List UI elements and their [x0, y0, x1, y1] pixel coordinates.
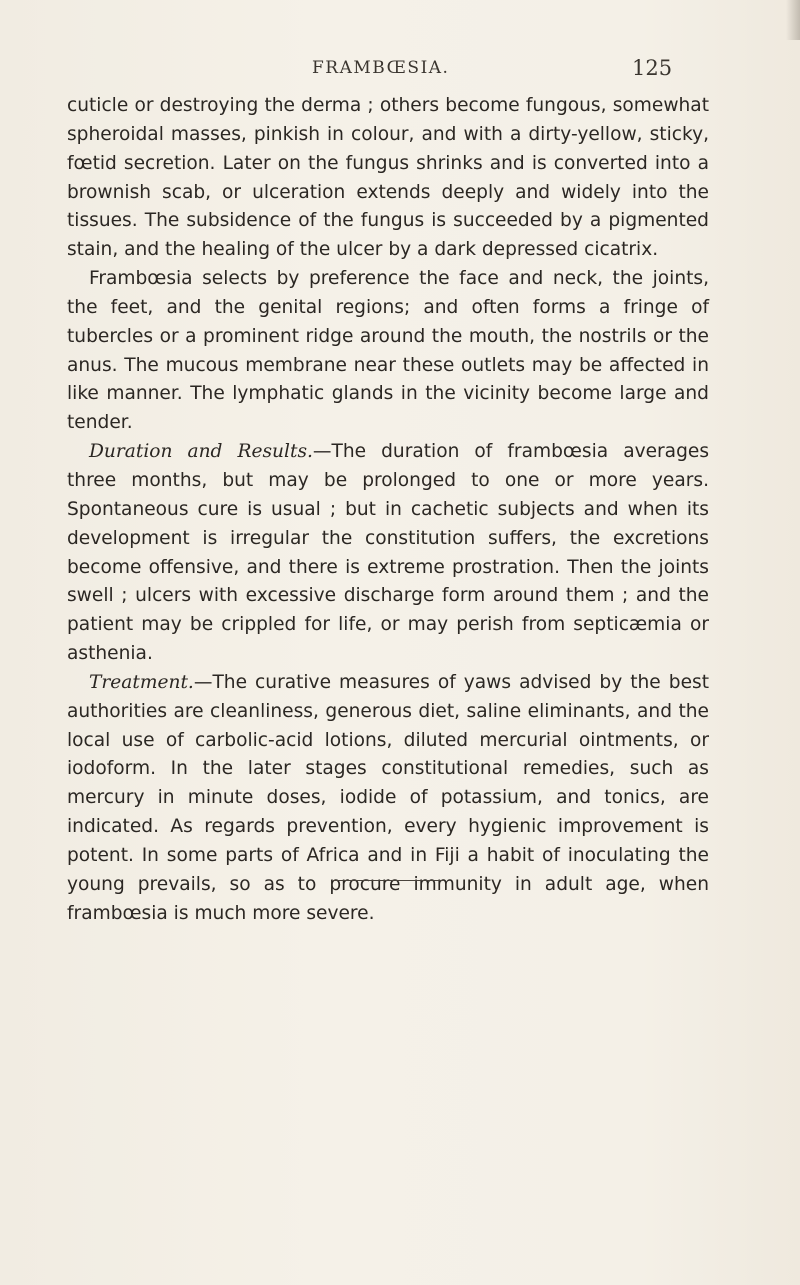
page-edge-shadow	[786, 0, 800, 40]
paragraph-continuation: cuticle or destroying the derma ; others become fungous, somewhat spheroidal masses, pinkish in colour, and with a dirty-yellow, sticky, fœtid secretion. Later on the fungus shrinks and is converted into a brownish scab, or ulceration extends deeply and widely into the tissues. The subsidence of the fungus is succeeded by a pigmented stain, and the healing of the ulcer by a dark depressed cicatrix.	[67, 95, 709, 261]
section-heading-treatment: Treatment.	[89, 671, 194, 693]
paragraph-distribution: Frambœsia selects by preference the face and neck, the joints, the feet, and the genital regions; and often forms a fringe of tubercles or a prominent ridge around the mouth, the nostrils or the anus. The mucous membrane near these outlets may be affected in like manner. The lymphatic glands in the vicinity become large and tender.	[67, 268, 709, 434]
page-number: 125	[632, 56, 673, 80]
running-title: FRAMBŒSIA.	[312, 58, 450, 78]
paragraph-treatment	[67, 669, 709, 929]
running-head	[0, 58, 800, 84]
paragraph-treatment-text: —The curative measures of yaws advised by the best authorities are cleanliness, generous diet, saline eliminants, and the local use of carbolic-acid lotions, diluted mercurial ointments, or iodoform. In the later stages constitutional remedies, such as mercury in minute doses, iodide of potassium, and tonics, are indicated. As regards prevention, every hygienic improvement is potent. In some parts of Africa and in Fiji a habit of inoculating the young prevails, so as to procure immunity in adult age, when frambœsia is much more severe.	[67, 671, 709, 924]
section-heading-duration: Duration and Results.	[89, 441, 313, 463]
body-text	[67, 92, 709, 928]
section-end-rule	[333, 880, 443, 881]
paragraph-duration-text: —The duration of frambœsia averages three months, but may be prolonged to one or more years. Spontaneous cure is usual ; but in cachetic subjects and when its development is irregular the constitution suffers, the excretions become offensive, and there is extreme prostration. Then the joints swell ; ulcers with excessive discharge form around them ; and the patient may be crippled for life, or may perish from septicæmia or asthenia.	[67, 441, 710, 665]
paragraph-duration	[67, 438, 709, 669]
